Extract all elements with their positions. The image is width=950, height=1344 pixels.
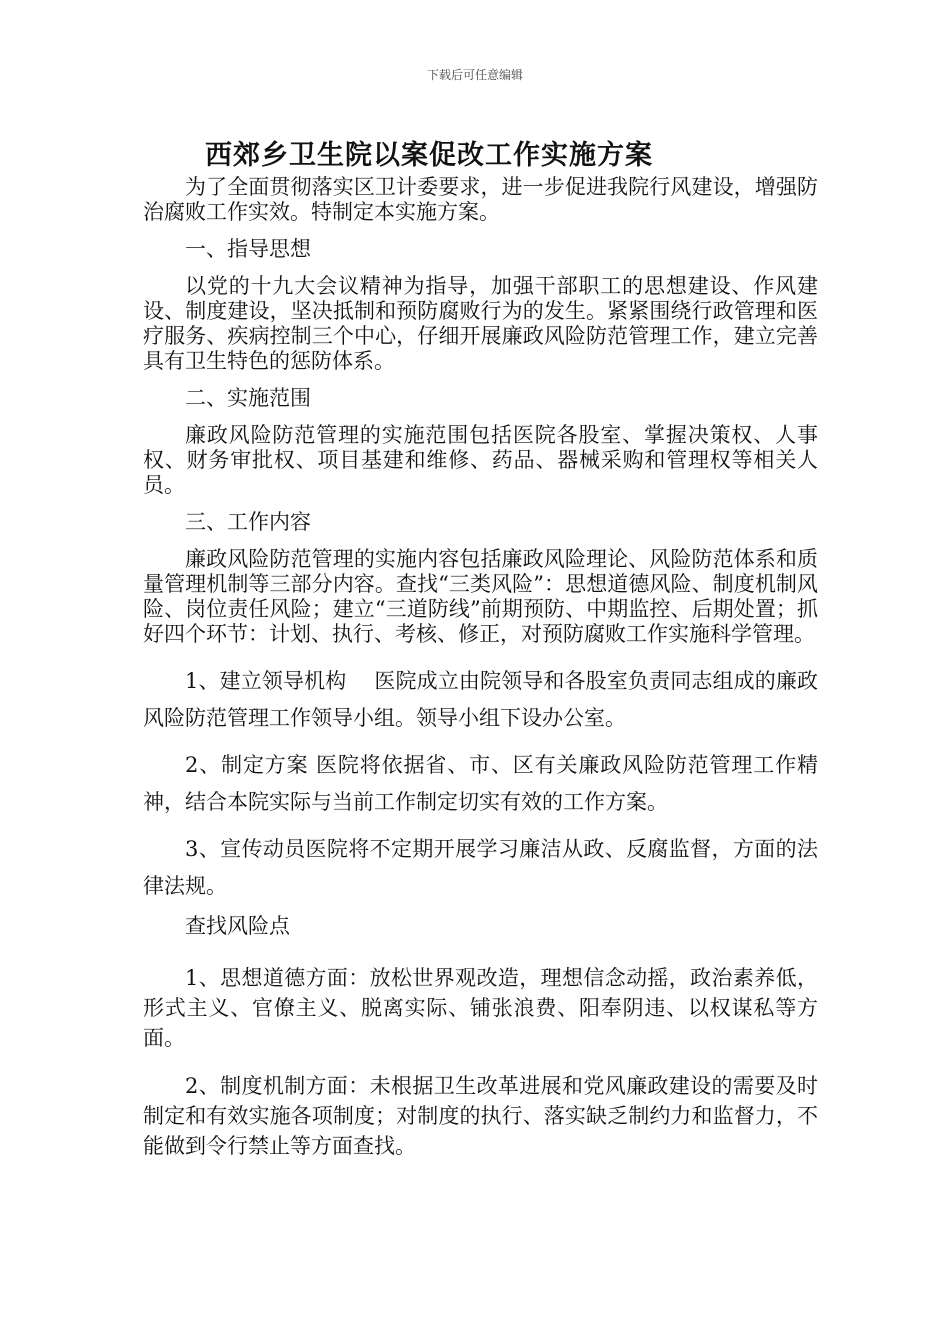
section-heading-guiding-ideology: 一、指导思想 — [185, 237, 311, 261]
paragraph-work-content: 廉政风险防范管理的实施内容包括廉政风险理论、风险防范体系和质量管理机制等三部分内容。查找“三类风险”：思想道德风险、制度机制风险、岗位责任风险；建立“三道防线”前期预防、中期监控、后期处置；抓好四个环节：计划、执行、考核、修正，对预防腐败工作实施科学管理。 — [143, 547, 818, 646]
section-heading-scope: 二、实施范围 — [185, 386, 311, 410]
item-institution-risk: 2、制度机制方面：未根据卫生改革进展和党风廉政建设的需要及时制定和有效实施各项制度；对制度的执行、落实缺乏制约力和监督力，不能做到令行禁止等方面查找。 — [143, 1074, 818, 1158]
item-ideology-risk: 1、思想道德方面：放松世界观改造，理想信念动摇，政治素养低，形式主义、官僚主义、脱离实际、铺张浪费、阳奉阴违、以权谋私等方面。 — [143, 966, 818, 1050]
paragraph-guiding-ideology: 以党的十九大会议精神为指导，加强干部职工的思想建设、作风建设、制度建设，坚决抵制和预防腐败行为的发生。紧紧围绕行政管理和医疗服务、疾病控制三个中心，仔细开展廉政风险防范管理工作，建立完善具有卫生特色的惩防体系。 — [143, 274, 818, 373]
document-body — [143, 175, 818, 1161]
header-note: 下载后可任意编辑 — [426, 68, 523, 82]
document-title: 西郊乡卫生院以案促改工作实施方案 — [205, 140, 653, 171]
item-plan: 2、制定方案 医院将依据省、市、区有关廉政风险防范管理工作精神，结合本院实际与当前工作制定切实有效的工作方案。 — [143, 753, 818, 814]
paragraph-scope: 廉政风险防范管理的实施范围包括医院各股室、掌握决策权、人事权、财务审批权、项目基建和维修、药品、器械采购和管理权等相关人员。 — [143, 423, 818, 497]
intro-paragraph: 为了全面贯彻落实区卫计委要求，进一步促进我院行风建设，增强防治腐败工作实效。特制定本实施方案。 — [143, 175, 818, 224]
section-heading-risk-points: 查找风险点 — [185, 914, 290, 938]
item-leadership: 1、建立领导机构 医院成立由院领导和各股室负责同志组成的廉政风险防范管理工作领导小组。领导小组下设办公室。 — [143, 669, 818, 730]
item-publicity: 3、宣传动员医院将不定期开展学习廉洁从政、反腐监督，方面的法律法规。 — [143, 837, 818, 898]
section-heading-work-content: 三、工作内容 — [185, 510, 311, 534]
